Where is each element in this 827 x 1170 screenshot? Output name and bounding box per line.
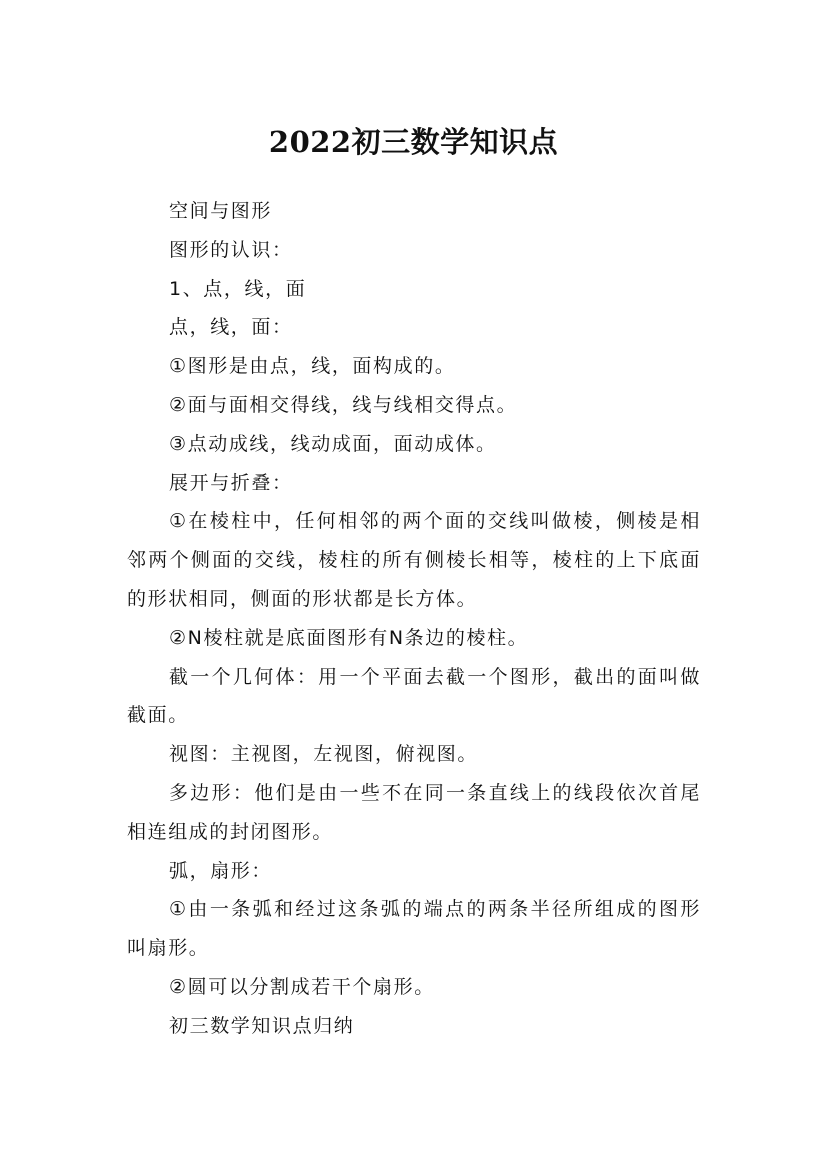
paragraph: 展开与折叠：	[169, 471, 293, 494]
paragraph: ①在棱柱中，任何相邻的两个面的交线叫做棱，侧棱是相邻两个侧面的交线，棱柱的所有侧棱长相等，棱柱的上下底面的形状相同，侧面的形状都是长方体。	[127, 510, 701, 610]
paragraph: ③点动成线，线动成面，面动成体。	[169, 432, 497, 455]
paragraph: 初三数学知识点归纳	[169, 1014, 355, 1037]
paragraph: ①由一条弧和经过这条弧的端点的两条半径所组成的图形叫扇形。	[127, 898, 701, 960]
paragraph: 1、点，线，面	[169, 277, 307, 300]
paragraph: ②N棱柱就是底面图形有N条边的棱柱。	[169, 626, 529, 649]
paragraph: 点，线，面：	[169, 316, 293, 339]
paragraph: 空间与图形	[169, 200, 273, 222]
document-body	[127, 192, 701, 1046]
paragraph: 弧，扇形：	[169, 859, 273, 882]
paragraph: ①图形是由点，线，面构成的。	[169, 355, 456, 378]
paragraph: 图形的认识：	[169, 238, 293, 261]
paragraph: ②圆可以分割成若干个扇形。	[169, 975, 435, 998]
paragraph: 视图：主视图，左视图，俯视图。	[169, 743, 479, 766]
paragraph: 截一个几何体：用一个平面去截一个图形，截出的面叫做截面。	[127, 665, 701, 727]
paragraph: ②面与面相交得线，线与线相交得点。	[169, 393, 518, 416]
document-title: 2022初三数学知识点	[268, 125, 559, 160]
paragraph: 多边形：他们是由一些不在同一条直线上的线段依次首尾相连组成的封闭图形。	[127, 781, 701, 843]
